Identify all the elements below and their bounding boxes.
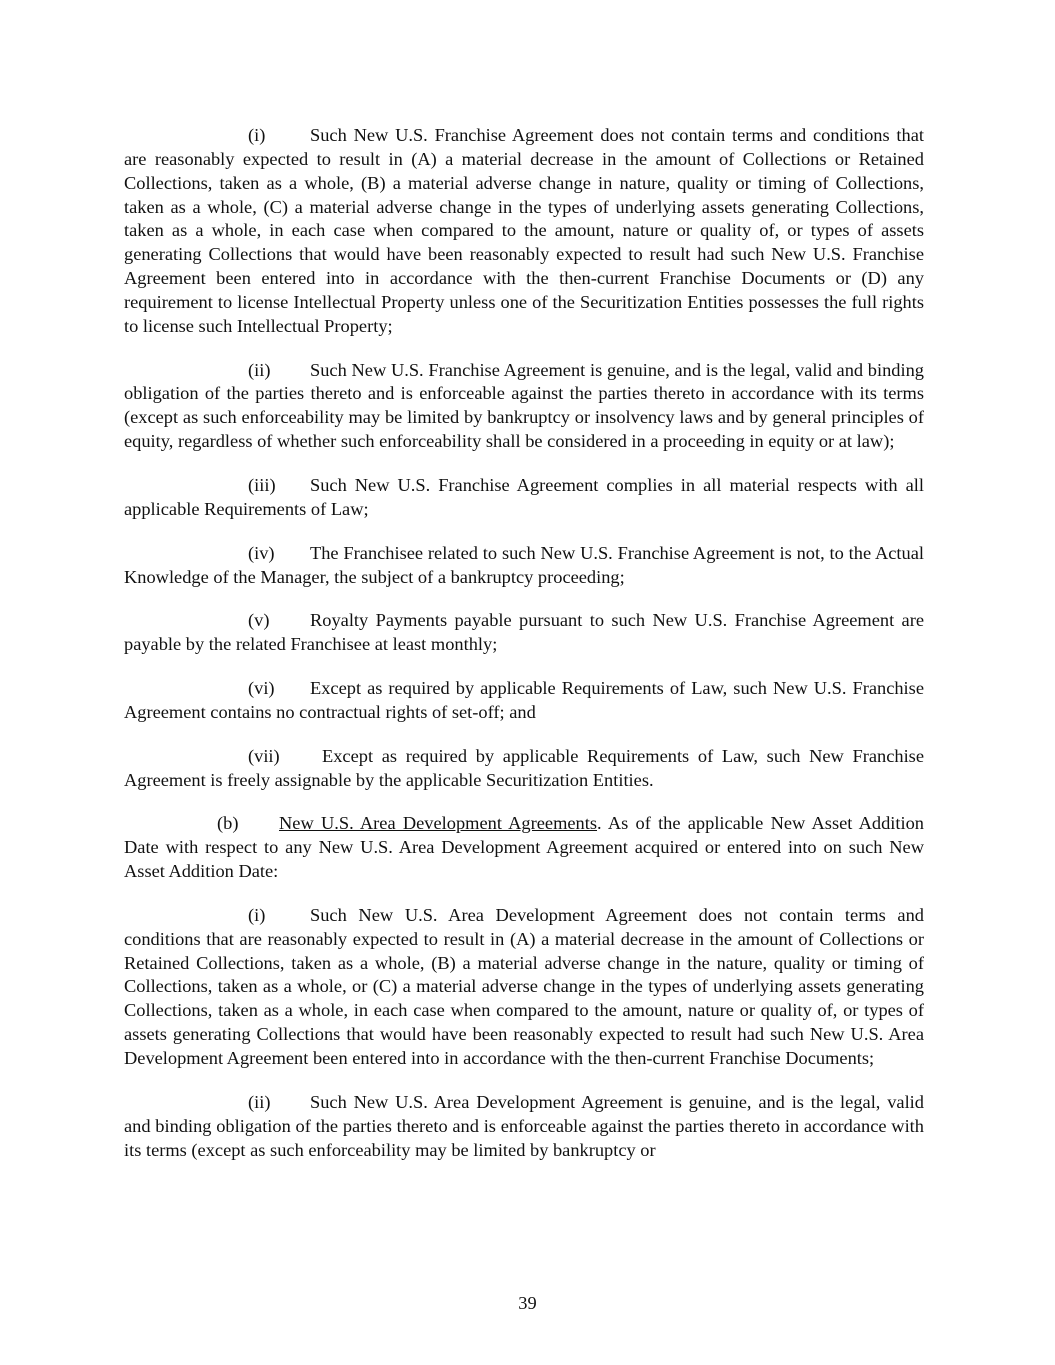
clause-label: (vii) <box>248 745 280 766</box>
clause-a-iv <box>124 542 924 590</box>
document-body <box>124 124 924 1182</box>
clause-text: Royalty Payments payable pursuant to such New U.S. Franchise Agreement are payable by the related Franchisee at least monthly; <box>124 610 924 655</box>
clause-a-i <box>124 124 924 339</box>
clause-a-v <box>124 609 924 657</box>
clause-text: Except as required by applicable Requirements of Law, such New U.S. Franchise Agreement contains no contractual rights of set-off; and <box>124 678 924 722</box>
section-label: (b) <box>217 813 239 834</box>
clause-a-ii <box>124 359 924 454</box>
clause-label: (i) <box>248 904 266 925</box>
clause-text: Except as required by applicable Requirements of Law, such New Franchise Agreement is freely assignable by the applicable Securitization Entities. <box>124 745 924 790</box>
clause-label: (ii) <box>248 359 271 380</box>
section-b <box>124 812 924 884</box>
clause-b-i <box>124 904 924 1071</box>
clause-text: Such New U.S. Franchise Agreement does not contain terms and conditions that are reasonably expected to result in (A) a material decrease in the amount of Collections or Retained Collections, taken as a whole, (B) a material adverse change in nature, quality or timing of Collections, taken as a whole, (C) a material adverse change in the types of underlying assets generating Collections, taken as a whole, in each case when compared to the amount, nature or quality of, or types of assets generating Collections that would have been reasonably expected to result had such New U.S. Franchise Agreement been entered into in accordance with the then-current Franchise Documents or (D) any requirement to license Intellectual Property unless one of the Securitization Entities possesses the full rights to license such Intellectual Property; <box>124 125 924 336</box>
clause-label: (i) <box>248 125 266 145</box>
clause-text: Such New U.S. Area Development Agreement is genuine, and is the legal, valid and binding obligation of the parties thereto and is enforceable against the parties thereto in accordance with its terms (except as such enforceability may be limited by bankruptcy or <box>124 1091 924 1160</box>
page-number: 39 <box>518 1293 537 1313</box>
section-heading: New U.S. Area Development Agreements <box>279 813 598 834</box>
clause-a-iii <box>124 474 924 522</box>
clause-text: Such New U.S. Franchise Agreement complies in all material respects with all applicable Requirements of Law; <box>124 474 924 519</box>
section-text: . As of the applicable New Asset Addition Date with respect to any New U.S. Area Development Agreement acquired or entered into on such New Asset Addition Date: <box>124 813 924 882</box>
clause-b-ii <box>124 1091 924 1163</box>
clause-text: Such New U.S. Area Development Agreement does not contain terms and conditions that are reasonably expected to result in (A) a material decrease in the amount of Collections or Retained Collections, taken as a whole, (B) a material adverse change in the nature, quality or timing of Collections, taken as a whole, or (C) a material adverse change in the types of underlying assets generating Collections, taken as a whole, in each case when compared to the amount, nature or quality of, or types of assets generating Collections that would have been reasonably expected to result had such New U.S. Area Development Agreement been entered into in accordance with the then-current Franchise Documents; <box>124 904 924 1068</box>
clause-label: (iv) <box>248 542 275 563</box>
clause-label: (vi) <box>248 678 275 699</box>
clause-a-vi <box>124 677 924 725</box>
clause-label: (ii) <box>248 1091 271 1112</box>
clause-label: (iii) <box>248 474 276 495</box>
clause-label: (v) <box>248 610 270 631</box>
clause-text: The Franchisee related to such New U.S. Franchise Agreement is not, to the Actual Knowledge of the Manager, the subject of a bankruptcy proceeding; <box>124 542 924 587</box>
clause-a-vii <box>124 745 924 793</box>
clause-text: Such New U.S. Franchise Agreement is genuine, and is the legal, valid and binding obligation of the parties thereto and is enforceable against the parties thereto in accordance with its terms (except as such enforceability may be limited by bankruptcy or insolvency laws and by general principles of equity, regardless of whether such enforceability shall be considered in a proceeding in equity or at law); <box>124 359 924 452</box>
